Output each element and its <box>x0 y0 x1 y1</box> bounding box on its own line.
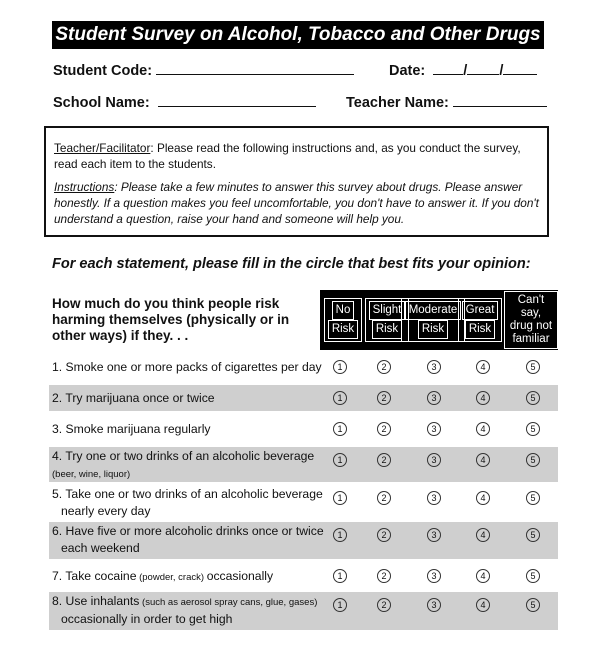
answer-bubble-4[interactable]: 4 <box>476 491 490 505</box>
answer-bubble-3[interactable]: 3 <box>427 491 441 505</box>
answer-bubble-4[interactable]: 4 <box>476 528 490 542</box>
survey-item-text <box>52 422 211 437</box>
instructions-label: Instructions <box>54 180 115 194</box>
school-name-field <box>53 94 316 111</box>
survey-item-row <box>49 592 558 630</box>
survey-item-statement-continued: each weekend <box>61 541 140 555</box>
survey-item-row <box>49 485 558 520</box>
answer-bubble-1[interactable]: 1 <box>333 569 347 583</box>
survey-item-note: (powder, crack) <box>136 571 207 583</box>
answer-bubble-3[interactable]: 3 <box>427 422 441 436</box>
answer-bubble-5[interactable]: 5 <box>526 391 540 405</box>
facilitator-note <box>54 140 539 172</box>
answer-bubble-3[interactable]: 3 <box>427 598 441 612</box>
scale-header-slight-risk: Slight Risk <box>364 290 410 350</box>
question-heading: How much do you think people risk harming themselves (physically or in other ways) if they. . . <box>52 296 290 343</box>
answer-bubble-5[interactable]: 5 <box>526 491 540 505</box>
answer-bubble-5[interactable]: 5 <box>526 598 540 612</box>
survey-item-text <box>52 593 317 628</box>
survey-item-statement-continued: nearly every day <box>61 504 151 518</box>
teacher-name-field <box>346 94 547 111</box>
answer-bubble-2[interactable]: 2 <box>377 453 391 467</box>
answer-bubble-1[interactable]: 1 <box>333 453 347 467</box>
survey-item-row <box>49 522 558 559</box>
answer-bubble-4[interactable]: 4 <box>476 453 490 467</box>
survey-item-text <box>52 523 324 557</box>
survey-item-text <box>52 486 323 520</box>
school-name-line[interactable] <box>158 94 316 107</box>
survey-item-statement: 7. Take cocaine <box>52 568 137 583</box>
survey-item-statement: 2. Try marijuana once or twice <box>52 390 215 405</box>
survey-item-statement: 8. Use inhalants <box>52 594 140 608</box>
survey-item-text <box>52 569 273 585</box>
survey-item-statement-continued: occasionally in order to get high <box>61 612 233 626</box>
scale-header-great-risk: Great Risk <box>459 290 501 350</box>
answer-bubble-3[interactable]: 3 <box>427 391 441 405</box>
instructions-box <box>44 126 549 237</box>
survey-title: Student Survey on Alcohol, Tobacco and Other Drugs <box>52 21 544 49</box>
answer-bubble-3[interactable]: 3 <box>427 569 441 583</box>
survey-item-note: (such as aerosol spray cans, glue, gases) <box>139 597 318 608</box>
survey-item-text <box>52 391 215 406</box>
answer-bubble-3[interactable]: 3 <box>427 360 441 374</box>
answer-bubble-5[interactable]: 5 <box>526 528 540 542</box>
survey-item-statement: 5. Take one or two drinks of an alcoholic beverage <box>52 487 323 501</box>
answer-bubble-5[interactable]: 5 <box>526 360 540 374</box>
survey-item-note: (beer, wine, liquor) <box>52 469 131 480</box>
facilitator-label: Teacher/Facilitator <box>54 141 151 155</box>
survey-item-row <box>49 447 558 482</box>
survey-item-text <box>52 360 322 375</box>
answer-bubble-3[interactable]: 3 <box>427 528 441 542</box>
answer-bubble-5[interactable]: 5 <box>526 422 540 436</box>
answer-bubble-4[interactable]: 4 <box>476 422 490 436</box>
answer-bubble-5[interactable]: 5 <box>526 569 540 583</box>
teacher-name-line[interactable] <box>453 94 547 107</box>
answer-bubble-4[interactable]: 4 <box>476 598 490 612</box>
date-month-line[interactable] <box>433 62 463 75</box>
answer-bubble-2[interactable]: 2 <box>377 528 391 542</box>
date-field <box>389 62 537 79</box>
instructions-note <box>54 179 539 227</box>
answer-bubble-1[interactable]: 1 <box>333 422 347 436</box>
teacher-name-label: Teacher Name: <box>346 95 449 111</box>
answer-bubble-2[interactable]: 2 <box>377 360 391 374</box>
survey-item-statement: 1. Smoke one or more packs of cigarettes per day <box>52 359 322 374</box>
answer-scale-header <box>320 290 558 350</box>
fill-prompt: For each statement, please fill in the circle that best fits your opinion: <box>52 256 531 272</box>
scale-header-no-risk: No Risk <box>324 290 362 350</box>
answer-bubble-2[interactable]: 2 <box>377 491 391 505</box>
answer-bubble-2[interactable]: 2 <box>377 598 391 612</box>
answer-bubble-1[interactable]: 1 <box>333 360 347 374</box>
survey-item-statement: 3. Smoke marijuana regularly <box>52 421 211 436</box>
answer-bubble-1[interactable]: 1 <box>333 528 347 542</box>
answer-bubble-3[interactable]: 3 <box>427 453 441 467</box>
survey-item-text <box>52 448 314 483</box>
answer-bubble-4[interactable]: 4 <box>476 360 490 374</box>
scale-header-moderate-risk: Moderate Risk <box>408 290 458 350</box>
student-code-label: Student Code: <box>53 63 153 79</box>
answer-bubble-1[interactable]: 1 <box>333 598 347 612</box>
survey-item-row <box>49 353 558 381</box>
answer-bubble-1[interactable]: 1 <box>333 391 347 405</box>
survey-item-row <box>49 385 558 411</box>
survey-item-row <box>49 563 558 589</box>
answer-bubble-4[interactable]: 4 <box>476 391 490 405</box>
date-separator: / <box>463 63 468 79</box>
date-label: Date: <box>389 63 426 79</box>
survey-item-statement-end: occasionally <box>206 568 274 583</box>
answer-bubble-4[interactable]: 4 <box>476 569 490 583</box>
survey-item-statement: 4. Try one or two drinks of an alcoholic beverage <box>52 449 315 463</box>
survey-item-row <box>49 416 558 442</box>
school-name-label: School Name: <box>53 95 150 111</box>
survey-item-statement: 6. Have five or more alcoholic drinks once or twice <box>52 524 324 538</box>
date-year-line[interactable] <box>503 62 537 75</box>
answer-bubble-5[interactable]: 5 <box>526 453 540 467</box>
answer-bubble-2[interactable]: 2 <box>377 569 391 583</box>
facilitator-text: : Please read the following instructions and, as you conduct the survey, read each item to the students. <box>54 141 521 171</box>
student-code-field <box>53 62 354 79</box>
student-code-line[interactable] <box>156 62 354 75</box>
date-day-line[interactable] <box>467 62 499 75</box>
answer-bubble-2[interactable]: 2 <box>377 422 391 436</box>
scale-header-not-familiar: Can't say, drug not familiar <box>504 290 558 350</box>
answer-bubble-2[interactable]: 2 <box>377 391 391 405</box>
instructions-text: : Please take a few minutes to answer this survey about drugs. Please answer honestly. If a question makes you feel uncomfortable, you don't have to answer it. If you don't understand a question, raise your hand and someone will help you. <box>54 180 539 226</box>
answer-bubble-1[interactable]: 1 <box>333 491 347 505</box>
date-separator: / <box>499 63 504 79</box>
